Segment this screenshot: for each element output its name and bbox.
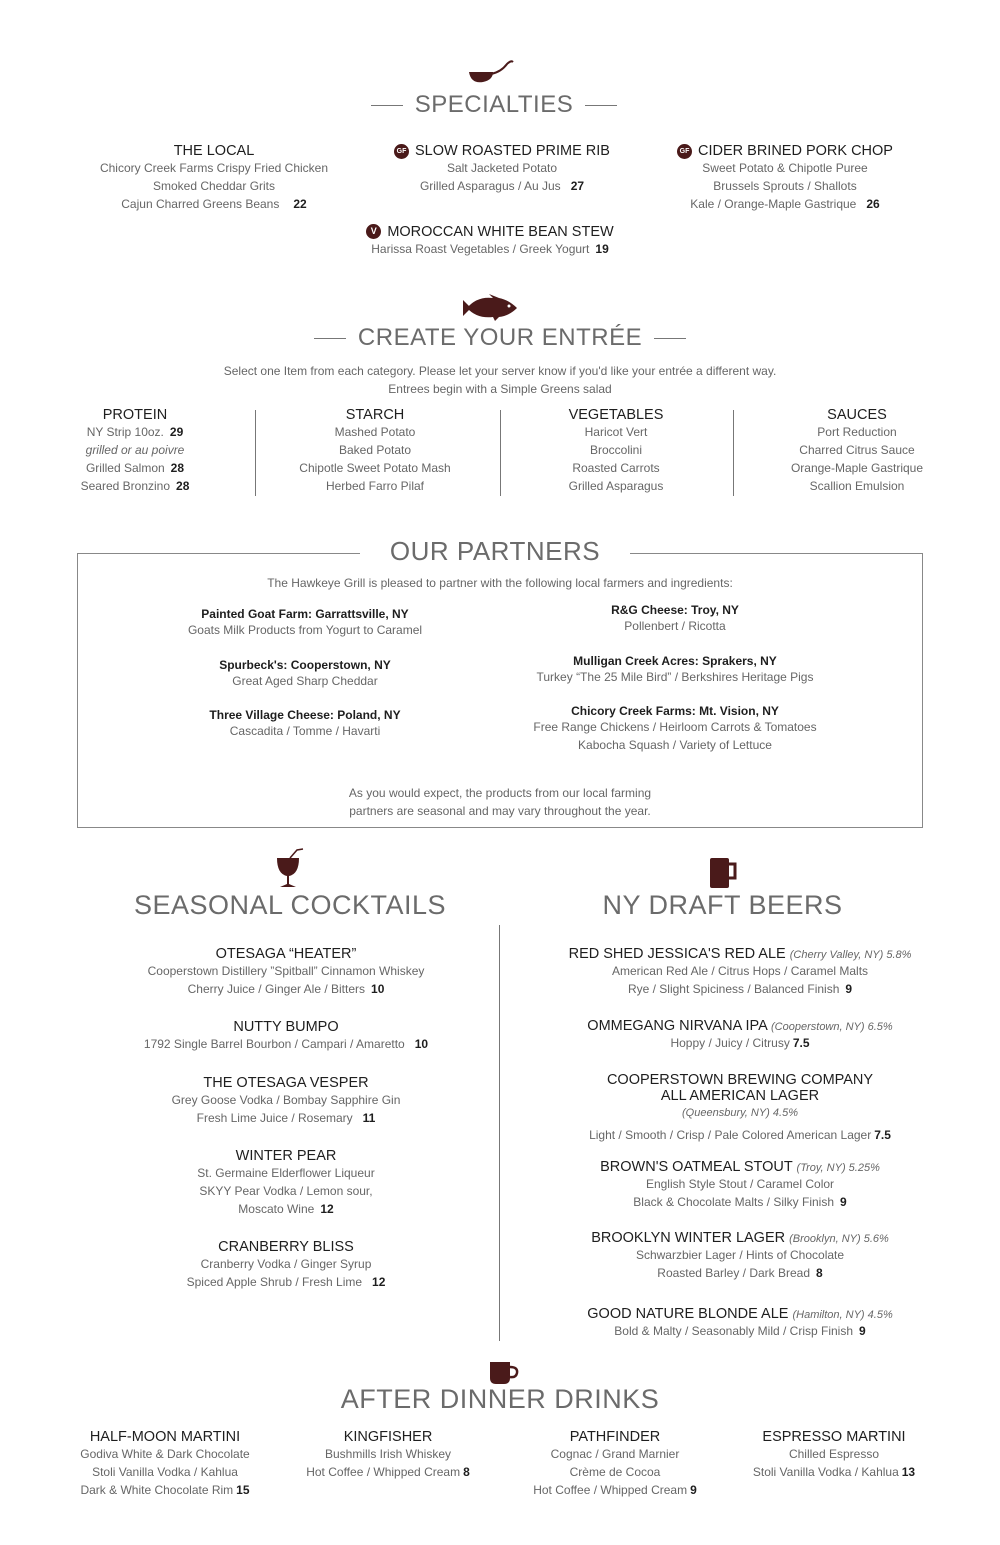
title-rule-left [314,338,346,339]
item-name: KINGFISHER [343,1429,433,1445]
item-line: Harissa Roast Vegetables / Greek Yogurt [371,242,590,256]
option-text: grilled or au poivre [85,443,185,457]
item-name: PATHFINDER [569,1429,661,1445]
specialties-heading [0,91,988,119]
item-line: Stoli Vanilla Vodka / Kahlua [92,1465,238,1479]
entree-column-sauces [770,407,944,495]
item-line: Hot Coffee / Whipped Cream [533,1483,688,1497]
item-line: Salt Jacketed Potato [446,161,558,175]
partner-entry [160,658,450,690]
option-text: Scallion Emulsion [809,479,905,493]
option-text: Roasted Carrots [572,461,660,475]
item-price: 19 [595,242,609,256]
beer-item [540,1018,940,1052]
column-divider [255,410,256,496]
item-name-line-2: ALL AMERICAN LAGER [660,1088,820,1104]
item-line: Cajun Charred Greens Beans [121,197,280,211]
partner-entry [160,607,450,639]
footer-line: partners are seasonal and may vary throughout the year. [349,804,651,818]
cocktail-item [100,1019,472,1053]
item-line: Crème de Cocoa [569,1465,661,1479]
beer-origin-abv: (Cherry Valley, NY) 5.8% [789,949,912,961]
after-dinner-item [288,1429,488,1481]
item-price: 13 [901,1465,916,1479]
item-price: 22 [293,197,307,211]
item-name: CIDER BRINED PORK CHOP [698,143,893,159]
item-line: Bushmills Irish Whiskey [324,1447,452,1461]
item-price: 8 [463,1465,470,1479]
option-price: 28 [170,461,185,475]
option-text: Broccolini [589,443,643,457]
cocktail-item [100,1239,472,1291]
column-divider [500,410,501,496]
beer-item [540,946,940,998]
gluten-free-badge: GF [677,144,692,159]
item-price: 9 [845,982,853,996]
item-name: NUTTY BUMPO [233,1019,339,1035]
gluten-free-badge: GF [394,144,409,159]
partner-line: Free Range Chickens / Heirloom Carrots & Tomatoes [533,720,817,734]
partner-line: Cascadita / Tomme / Havarti [229,724,381,738]
coffee-cup-icon [488,1360,520,1386]
item-price: 12 [372,1275,386,1289]
item-line: Kale / Orange-Maple Gastrique [690,197,857,211]
option-price: 29 [169,425,184,439]
item-line: Schwarzbier Lager / Hints of Chocolate [635,1248,845,1262]
item-price: 12 [320,1202,334,1216]
column-header: VEGETABLES [568,407,664,423]
item-name: WINTER PEAR [235,1148,337,1164]
option-text: Herbed Farro Pilaf [325,479,425,493]
beer-origin-abv: (Troy, NY) 5.25% [796,1162,880,1174]
beer-origin-abv: (Cooperstown, NY) 6.5% [771,1021,893,1033]
beer-mug-icon [708,856,738,890]
section-title: OUR PARTNERS [389,536,601,566]
item-name: OTESAGA “HEATER” [215,946,357,962]
cocktail-item [100,1075,472,1127]
beer-origin-abv: (Queensbury, NY) 4.5% [682,1107,798,1119]
item-line: Cranberry Vodka / Ginger Syrup [200,1257,372,1271]
item-line: Brussels Sprouts / Shallots [713,179,857,193]
item-line: Grey Goose Vodka / Bombay Sapphire Gin [171,1093,401,1107]
title-rule-left [371,105,403,106]
option-price: 28 [176,479,190,493]
intro-line: Select one Item from each category. Please let your server know if you'd like your entrée a different way. [223,364,777,378]
item-name: BROOKLYN WINTER LAGER [591,1230,786,1246]
option-text: Mashed Potato [334,425,416,439]
option-text: Charred Citrus Sauce [799,443,915,457]
option-text: Seared Bronzino [80,479,171,493]
item-line: Chicory Creek Farms Crispy Fried Chicken [99,161,329,175]
entree-column-protein [60,407,210,495]
column-divider [733,410,734,496]
title-rule-right [654,338,686,339]
beer-item [540,1159,940,1211]
item-price: 10 [414,1037,429,1051]
beer-item [540,1072,940,1144]
option-text: Grilled Asparagus [568,479,664,493]
partners-intro: The Hawkeye Grill is pleased to partner with the following local farmers and ingredients: [267,576,733,590]
option-text: Orange-Maple Gastrique [790,461,924,475]
item-line: Dark & White Chocolate Rim [80,1483,234,1497]
item-line: English Style Stout / Caramel Color [645,1177,835,1191]
item-price: 9 [690,1483,697,1497]
item-name: THE LOCAL [173,143,255,159]
cocktail-glass-icon [273,848,305,890]
beer-item [540,1306,940,1340]
item-line: Spiced Apple Shrub / Fresh Lime [186,1275,363,1289]
option-text: Grilled Salmon [85,461,165,475]
item-line: Chilled Espresso [788,1447,880,1461]
item-price: 10 [371,982,385,996]
partner-entry [160,708,450,740]
partner-entry [510,704,840,754]
after-dinner-item [734,1429,934,1481]
title-rule-right [585,105,617,106]
partners-title [360,536,630,567]
cocktail-item [100,946,472,998]
item-price: 9 [859,1324,866,1338]
item-name: HALF-MOON MARTINI [89,1429,241,1445]
item-name: COOPERSTOWN BREWING COMPANY [606,1072,874,1088]
partner-name: R&G Cheese: Troy, NY [611,603,739,617]
item-name: RED SHED JESSICA'S RED ALE [568,946,786,962]
partner-name: Three Village Cheese: Poland, NY [209,708,401,722]
ladle-icon [467,58,515,86]
item-name: THE OTESAGA VESPER [203,1075,369,1091]
entree-heading [0,324,1000,352]
column-header: STARCH [345,407,405,423]
item-price: 9 [840,1195,847,1209]
item-price: 7.5 [792,1036,810,1050]
partner-name: Spurbeck's: Cooperstown, NY [219,658,391,672]
beers-title: NY DRAFT BEERS [602,890,843,920]
beer-origin-abv: (Hamilton, NY) 4.5% [792,1309,893,1321]
intro-line: Entrees begin with a Simple Greens salad [388,382,612,396]
option-text: Haricot Vert [584,425,648,439]
item-name: CRANBERRY BLISS [218,1239,354,1255]
item-line: Cherry Juice / Ginger Ale / Bitters [187,982,366,996]
option-text: NY Strip 10oz. [86,425,164,439]
item-line: SKYY Pear Vodka / Lemon sour, [199,1184,373,1198]
partner-line: Great Aged Sharp Cheddar [232,674,378,688]
partner-line: Turkey “The 25 Mile Bird” / Berkshires Heritage Pigs [536,670,814,684]
item-line: Roasted Barley / Dark Bread [657,1266,811,1280]
item-line: Godiva White & Dark Chocolate [80,1447,250,1461]
partner-entry [510,654,840,686]
after-dinner-item [510,1429,720,1499]
item-line: Grilled Asparagus / Au Jus [419,179,561,193]
option-text: Chipotle Sweet Potato Mash [299,461,451,475]
item-line: Sweet Potato & Chipotle Puree [702,161,868,175]
item-name: GOOD NATURE BLONDE ALE [587,1306,789,1322]
specialty-item [84,143,344,213]
item-line: St. Germaine Elderflower Liqueur [197,1166,375,1180]
vegetarian-badge: V [366,224,381,239]
item-line: Moscato Wine [238,1202,315,1216]
item-line: American Red Ale / Citrus Hops / Caramel Malts [611,964,869,978]
item-price: 15 [236,1483,250,1497]
item-name: BROWN'S OATMEAL STOUT [600,1159,793,1175]
cocktails-title: SEASONAL COCKTAILS [133,890,447,920]
item-line: Fresh Lime Juice / Rosemary [196,1111,353,1125]
beer-item [540,1230,940,1282]
item-line: Rye / Slight Spiciness / Balanced Finish [627,982,840,996]
specialty-item [660,143,910,213]
entree-column-vegetables [530,407,702,495]
item-price: 11 [362,1111,376,1125]
column-header: SAUCES [827,407,887,423]
partner-name: Chicory Creek Farms: Mt. Vision, NY [571,704,779,718]
entree-column-starch [280,407,470,495]
item-line: Smoked Cheddar Grits [152,179,276,193]
partner-line: Kabocha Squash / Variety of Lettuce [578,738,772,752]
drinks-divider [499,925,500,1341]
option-text: Baked Potato [338,443,412,457]
column-header: PROTEIN [102,407,168,423]
beer-origin-abv: (Brooklyn, NY) 5.6% [789,1233,889,1245]
partner-line: Goats Milk Products from Yogurt to Caramel [187,623,423,637]
item-price: 27 [570,179,585,193]
item-name: OMMEGANG NIRVANA IPA [587,1018,767,1034]
item-name: SLOW ROASTED PRIME RIB [415,143,610,159]
item-line: Cognac / Grand Marnier [550,1447,680,1461]
partner-line: Pollenbert / Ricotta [624,619,726,633]
item-price: 7.5 [874,1128,891,1142]
after-dinner-title: AFTER DINNER DRINKS [340,1384,660,1414]
fish-icon [463,294,519,322]
item-line: Hot Coffee / Whipped Cream [306,1465,461,1479]
section-title: CREATE YOUR ENTRÉE [357,324,643,351]
specialty-item [330,224,650,258]
item-line: Cooperstown Distillery ”Spitball” Cinnamon Whiskey [147,964,425,978]
partners-footer [77,784,923,820]
item-line: Light / Smooth / Crisp / Pale Colored American Lager [589,1128,872,1142]
entree-intro [0,362,1000,398]
item-price: 8 [816,1266,823,1280]
after-dinner-item [60,1429,270,1499]
item-name: ESPRESSO MARTINI [762,1429,906,1445]
item-line: Black & Chocolate Malts / Silky Finish [633,1195,835,1209]
footer-line: As you would expect, the products from our local farming [348,786,652,800]
partner-entry [510,603,840,635]
specialty-item [372,143,632,195]
item-line: Hoppy / Juicy / Citrusy [670,1036,790,1050]
option-text: Port Reduction [817,425,897,439]
partner-name: Painted Goat Farm: Garrattsville, NY [201,607,409,621]
item-line: 1792 Single Barrel Bourbon / Campari / Amaretto [143,1037,405,1051]
item-name: MOROCCAN WHITE BEAN STEW [387,224,614,240]
partner-name: Mulligan Creek Acres: Sprakers, NY [573,654,777,668]
cocktail-item [100,1148,472,1218]
item-line: Stoli Vanilla Vodka / Kahlua [752,1465,899,1479]
item-price: 26 [866,197,880,211]
item-line: Bold & Malty / Seasonably Mild / Crisp Finish [614,1324,854,1338]
section-title: SPECIALTIES [414,91,574,118]
